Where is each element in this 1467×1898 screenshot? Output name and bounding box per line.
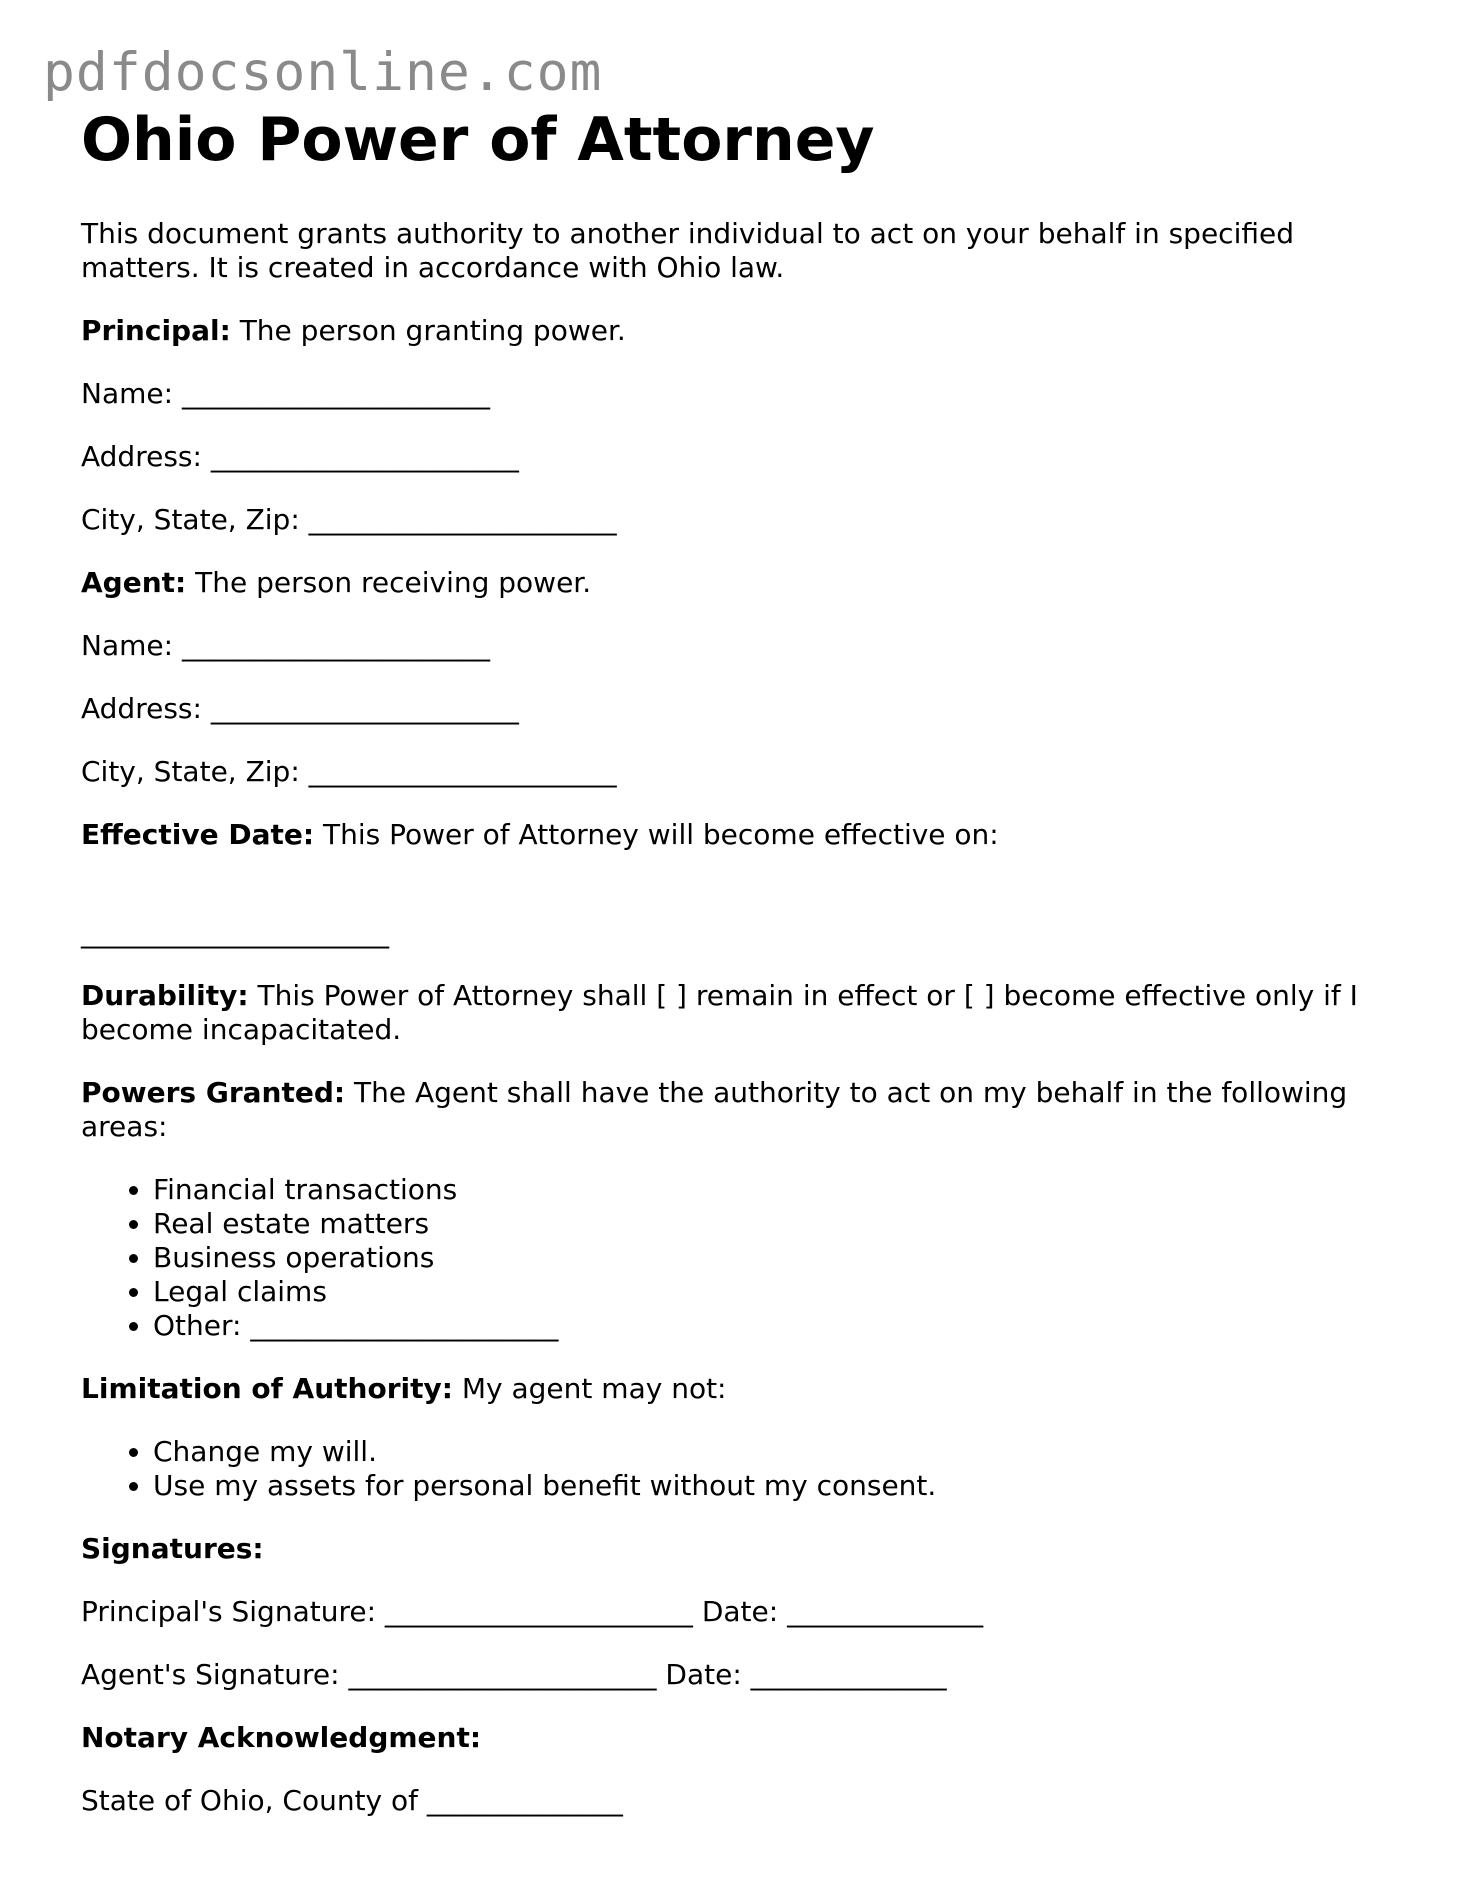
agent-name-field[interactable] — [81, 629, 1411, 663]
document-body — [81, 106, 1411, 1818]
durability-section — [81, 979, 1411, 1047]
agent-name-label: Name: — [81, 629, 174, 662]
principal-city-blank[interactable]: ______________________ — [308, 503, 617, 536]
principal-heading: Principal: — [81, 314, 231, 347]
list-item: • Real estate matters — [153, 1207, 1411, 1241]
intro-paragraph: This document grants authority to another individual to act on your behalf in specified matters. It is created in accordance with Ohio law. — [81, 217, 1294, 284]
agent-address-field[interactable] — [81, 692, 1411, 726]
notary-heading-line — [81, 1721, 1411, 1755]
notary-county-line — [81, 1784, 1411, 1818]
agent-signature-line — [81, 1658, 1411, 1692]
effective-date-section — [81, 818, 1411, 852]
effective-date-blank[interactable]: ______________________ — [81, 916, 389, 949]
notary-heading: Notary Acknowledgment: — [81, 1721, 482, 1754]
list-item: • Change my will. — [153, 1435, 1411, 1469]
principal-address-label: Address: — [81, 440, 202, 473]
principal-description: The person granting power. — [239, 314, 626, 347]
agent-address-blank[interactable]: ______________________ — [210, 692, 519, 725]
powers-section — [81, 1076, 1411, 1144]
limitation-list — [81, 1435, 1411, 1503]
powers-heading: Powers Granted: — [81, 1076, 346, 1109]
agent-signature-label: Agent's Signature: — [81, 1658, 340, 1691]
principal-address-blank[interactable]: ______________________ — [210, 440, 519, 473]
limitation-section — [81, 1372, 1411, 1406]
agent-description: The person receiving power. — [195, 566, 592, 599]
principal-address-field[interactable] — [81, 440, 1411, 474]
other-blank[interactable]: ______________________ — [250, 1309, 559, 1342]
effective-date-text: This Power of Attorney will become effective on: — [322, 818, 999, 851]
agent-heading: Agent: — [81, 566, 187, 599]
list-item-other — [153, 1309, 1411, 1343]
agent-city-field[interactable] — [81, 755, 1411, 789]
limitation-text: My agent may not: — [461, 1372, 727, 1405]
durability-text: This Power of Attorney shall [ ] remain in effect or [ ] become effective only if I become incapacitated. — [81, 979, 1358, 1046]
principal-city-label: City, State, Zip: — [81, 503, 300, 536]
powers-list — [81, 1173, 1411, 1343]
agent-section-heading — [81, 566, 1411, 600]
principal-name-label: Name: — [81, 377, 174, 410]
principal-signature-line — [81, 1595, 1411, 1629]
durability-heading: Durability: — [81, 979, 249, 1012]
agent-date-label: Date: — [665, 1658, 742, 1691]
principal-date-blank[interactable]: ______________ — [787, 1595, 984, 1628]
principal-date-label: Date: — [701, 1595, 779, 1628]
principal-signature-blank[interactable]: ______________________ — [384, 1595, 693, 1628]
list-item: • Business operations — [153, 1241, 1411, 1275]
notary-county-blank[interactable]: ______________ — [426, 1784, 623, 1817]
notary-county-label: State of Ohio, County of — [81, 1784, 419, 1817]
list-item: • Legal claims — [153, 1275, 1411, 1309]
principal-name-field[interactable] — [81, 377, 1411, 411]
powers-text: The Agent shall have the authority to act on my behalf in the following areas: — [81, 1076, 1348, 1143]
agent-date-blank[interactable]: ______________ — [750, 1658, 947, 1691]
list-item: • Use my assets for personal benefit without my consent. — [153, 1469, 1411, 1503]
effective-date-heading: Effective Date: — [81, 818, 315, 851]
agent-signature-blank[interactable]: ______________________ — [348, 1658, 657, 1691]
principal-section-heading — [81, 314, 1411, 348]
agent-city-label: City, State, Zip: — [81, 755, 300, 788]
principal-city-field[interactable] — [81, 503, 1411, 537]
other-label: Other: — [153, 1309, 242, 1342]
principal-signature-label: Principal's Signature: — [81, 1595, 377, 1628]
agent-name-blank[interactable]: ______________________ — [181, 629, 490, 662]
page-title: Ohio Power of Attorney — [81, 105, 875, 175]
limitation-heading: Limitation of Authority: — [81, 1372, 453, 1405]
list-item: • Financial transactions — [153, 1173, 1411, 1207]
signatures-heading: Signatures: — [81, 1532, 264, 1565]
agent-city-blank[interactable]: ______________________ — [308, 755, 617, 788]
signatures-heading-line — [81, 1532, 1411, 1566]
principal-name-blank[interactable]: ______________________ — [181, 377, 490, 410]
watermark: pdfdocsonline.com — [43, 42, 603, 103]
agent-address-label: Address: — [81, 692, 202, 725]
